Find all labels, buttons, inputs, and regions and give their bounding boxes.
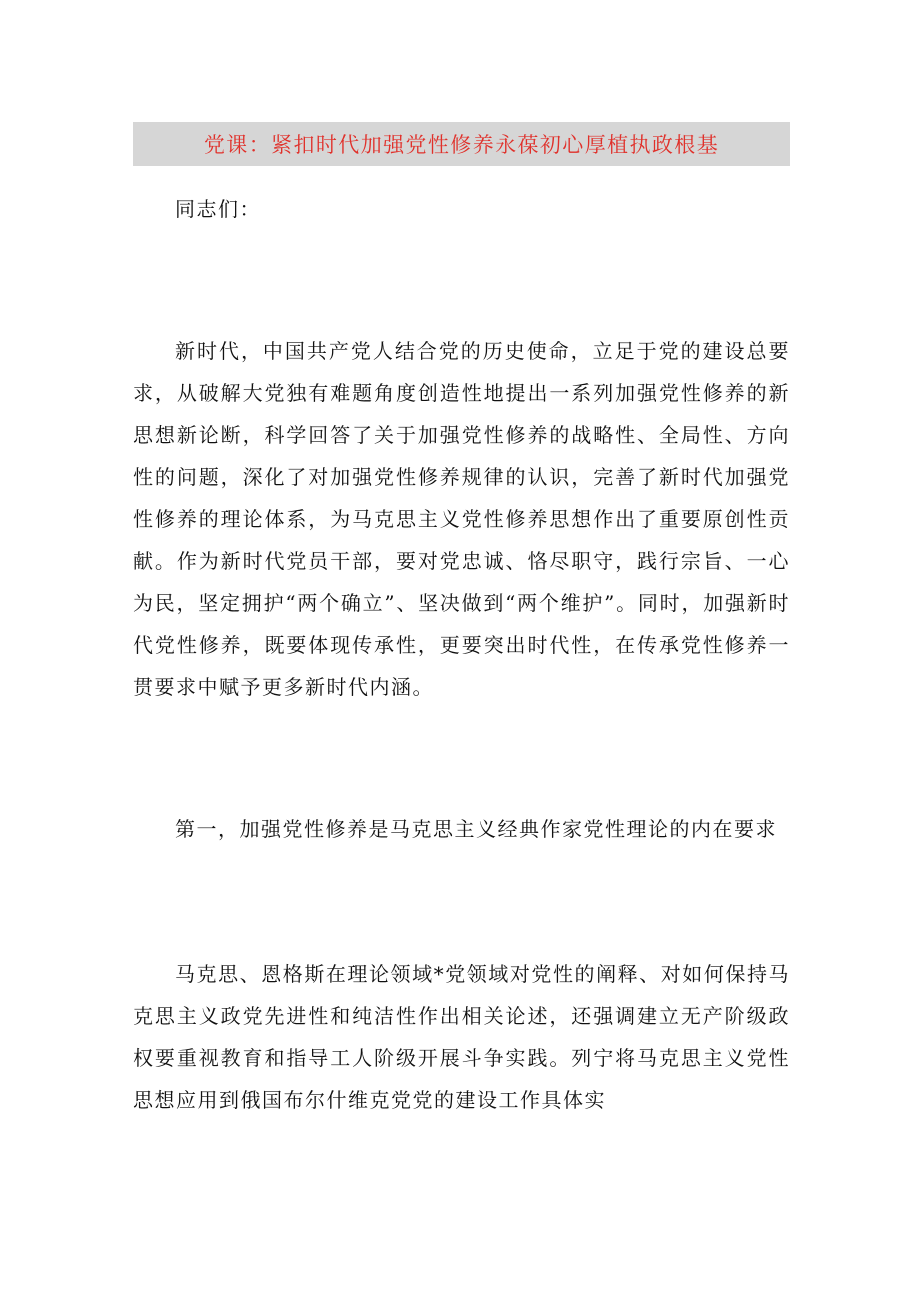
salutation: 同志们： bbox=[175, 197, 261, 221]
title-banner bbox=[133, 122, 790, 166]
paragraph-intro: 新时代，中国共产党人结合党的历史使命，立足于党的建设总要求，从破解大党独有难题角度创造性地提出一系列加强党性修养的新思想新论断，科学回答了关于加强党性修养的战略性、全局性、方向性的问题，深化了对加强党性修养规律的认识，完善了新时代加强党性修养的理论体系，为马克思主义党性修养思想作出了重要原创性贡献。作为新时代党员干部，要对党忠诚、恪尽职守，践行宗旨、一心为民，坚定拥护“两个确立”、坚决做到“两个维护”。同时，加强新时代党性修养，既要体现传承性，更要突出时代性，在传承党性修养一贯要求中赋予更多新时代内涵。 bbox=[133, 339, 790, 699]
document-title: 党课：紧扣时代加强党性修养永葆初心厚植执政根基 bbox=[203, 133, 720, 157]
paragraph-section-1: 马克思、恩格斯在理论领域*党领域对党性的阐释、对如何保持马克思主义政党先进性和纯洁性作出相关论述，还强调建立无产阶级政权要重视教育和指导工人阶级开展斗争实践。列宁将马克思主义党性思想应用到俄国布尔什维克党党的建设工作具体实 bbox=[133, 962, 790, 1112]
section-heading-1: 第一，加强党性修养是马克思主义经典作家党性理论的内在要求 bbox=[175, 817, 777, 841]
